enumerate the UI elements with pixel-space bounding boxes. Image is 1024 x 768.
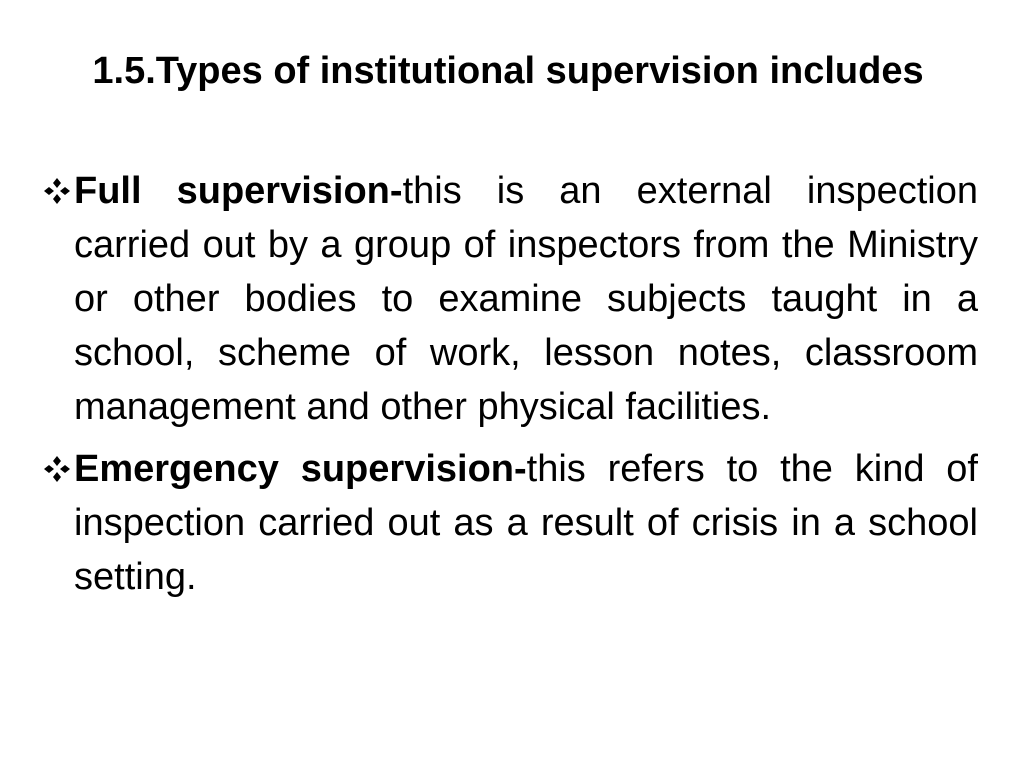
diamond-bullet-icon [42, 454, 72, 484]
bullet-term: Emergency supervision- [74, 448, 527, 490]
slide-heading: 1.5.Types of institutional supervision includes [92, 50, 924, 92]
diamond-bullet-icon [42, 176, 72, 206]
bullet-item-full-supervision [42, 164, 978, 434]
bullet-text: this refers to the kind of inspection carried out as a result of crisis in a school setting. [74, 448, 978, 598]
bullet-list [42, 164, 978, 612]
bullet-text: this is an external inspection carried out by a group of inspectors from the Ministry or other bodies to examine subjects taught in a school, scheme of work, lesson notes, classroom management and other physical facilities. [74, 170, 978, 428]
bullet-item-emergency-supervision [42, 442, 978, 604]
bullet-term: Full supervision- [74, 170, 403, 212]
